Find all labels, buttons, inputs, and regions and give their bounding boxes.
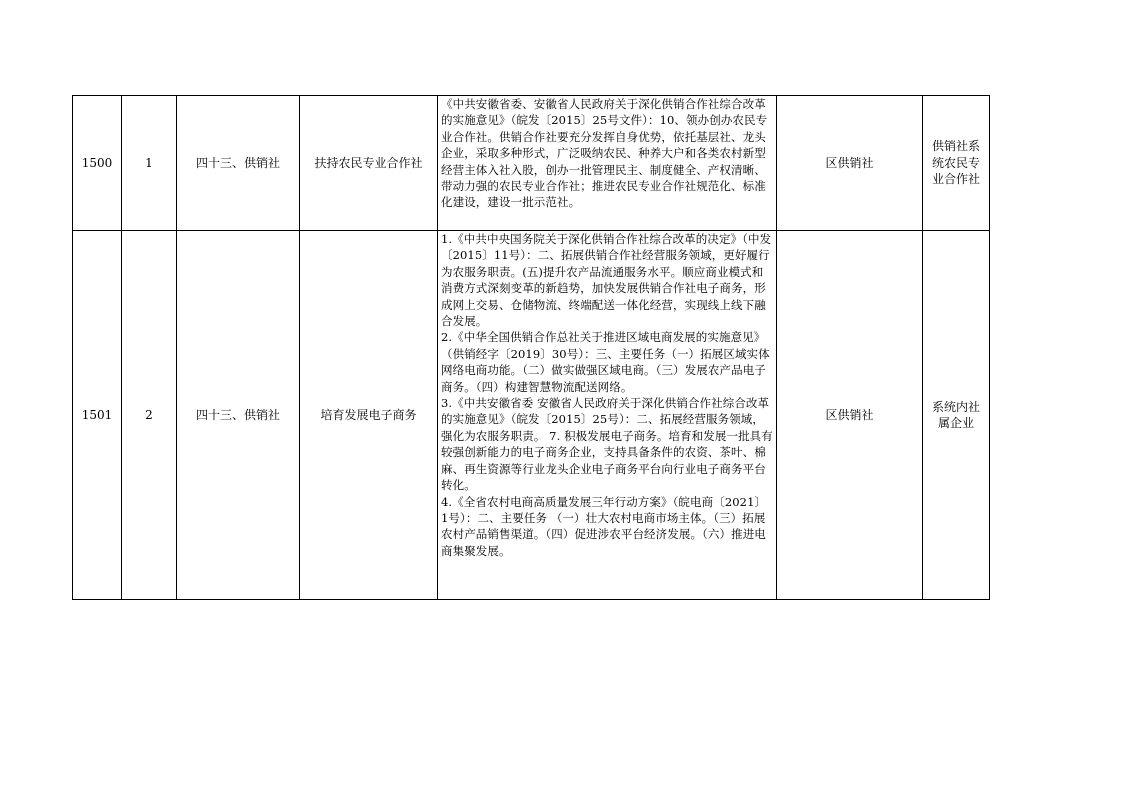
basis-cell	[438, 231, 777, 600]
table-row	[73, 231, 990, 600]
basis-paragraph: 4.《全省农村电商高质量发展三年行动方案》（皖电商〔2021〕1号）：二、主要任务 （一）壮大农村电商市场主体。（三）拓展农村产品销售渠道。（四）促进涉农平台经济发展。（六）推进电商集聚发展。	[441, 494, 767, 558]
policy-table	[72, 95, 990, 600]
seq-cell: 1501	[73, 231, 122, 600]
item-cell: 扶持农民专业合作社	[300, 96, 438, 231]
num-cell: 1	[122, 96, 177, 231]
category-cell: 四十三、供销社	[177, 231, 300, 600]
dept-cell: 区供销社	[777, 96, 923, 231]
basis-paragraph: 《中共安徽省委、安徽省人民政府关于深化供销合作社综合改革的实施意见》（皖发〔2015〕25号文件）：10、领办创办农民专业合作社。供销合作社要充分发挥自身优势，依托基层社、龙头企业，采取多种形式，广泛吸纳农民、种养大户和各类农村新型经营主体入社入股，创办一批管理民主、制度健全、产权清晰、带动力强的农民专业合作社；推进农民专业合作社规范化、标准化建设，建设一批示范社。	[441, 97, 768, 210]
subject-cell: 供销社系统农民专业合作社	[923, 96, 990, 231]
item-cell: 培育发展电子商务	[300, 231, 438, 600]
seq-cell: 1500	[73, 96, 122, 231]
basis-cell	[438, 96, 777, 231]
table-row	[73, 96, 990, 231]
category-cell: 四十三、供销社	[177, 96, 300, 231]
basis-paragraph: 3.《中共安徽省委 安徽省人民政府关于深化供销合作社综合改革的实施意见》（皖发〔2015〕25号）：二、拓展经营服务领域，强化为农服务职责。 7. 积极发展电子商务。培育和发展一批具有较强创新能力的电子商务企业，支持具备条件的农资、茶叶、棉麻、再生资源等行业龙头企业电子商务平台向行业电子商务平台转化。	[441, 396, 773, 493]
basis-paragraph: 2.《中华全国供销合作总社关于推进区域电商发展的实施意见》（供销经字〔2019〕30号）：三、主要任务（一）拓展区域实体网络电商功能。（二）做实做强区域电商。（三）发展农产品电子商务。（四）构建智慧物流配送网络。	[441, 330, 770, 394]
num-cell: 2	[122, 231, 177, 600]
subject-cell: 系统内社属企业	[923, 231, 990, 600]
dept-cell: 区供销社	[777, 231, 923, 600]
basis-paragraph: 1.《中共中央国务院关于深化供销合作社综合改革的决定》（中发〔2015〕11号）：二、拓展供销合作社经营服务领域，更好履行为农服务职责。(五)提升农产品流通服务水平。顺应商业模式和消费方式深刻变革的新趋势，加快发展供销合作社电子商务，形成网上交易、仓储物流、终端配送一体化经营，实现线上线下融合发展。	[441, 232, 772, 329]
